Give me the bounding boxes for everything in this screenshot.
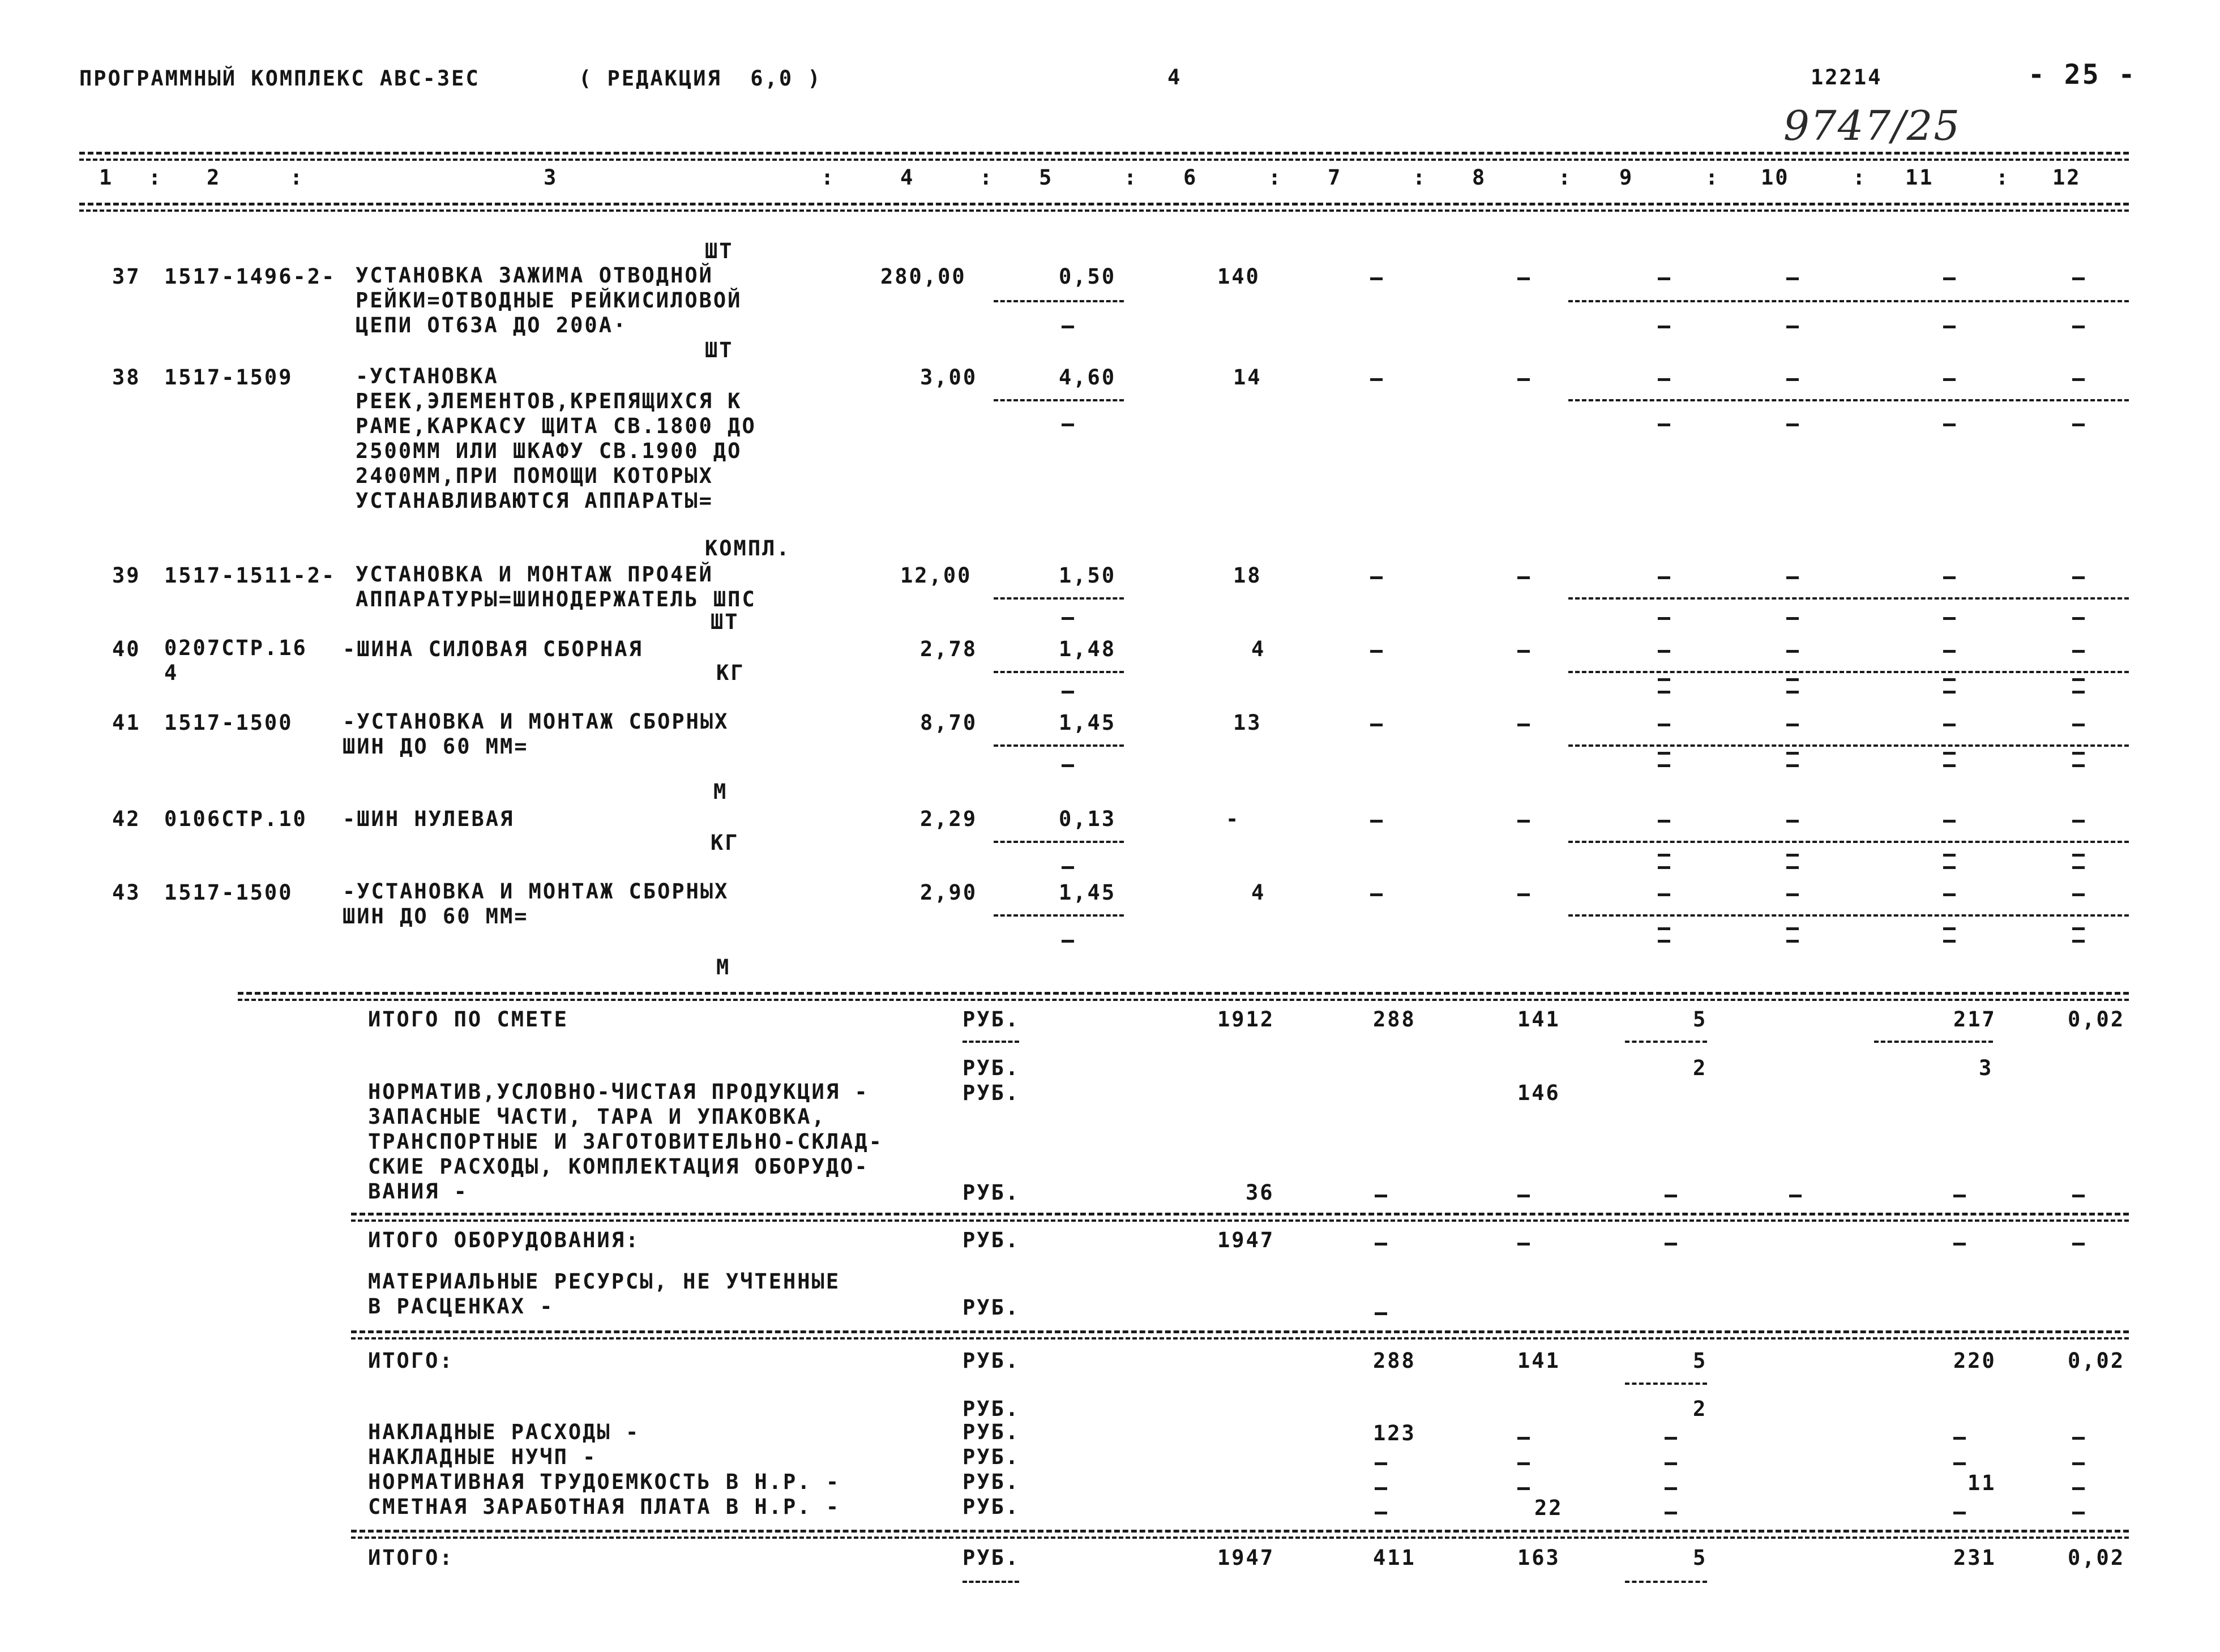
value-col9: 2 [1693, 1397, 1708, 1421]
empty-cell-dash [1786, 576, 1799, 579]
empty-cell-dash [1943, 893, 1956, 896]
summary-top-rule-2 [238, 999, 2129, 1001]
unit-label: КГ [711, 831, 739, 855]
empty-cell-dash [2072, 820, 2085, 823]
row-description: -ШИНА СИЛОВАЯ СБОРНАЯ [343, 637, 643, 661]
empty-cell-dash [1943, 854, 1956, 857]
value-col9: 2 [1693, 1056, 1708, 1080]
empty-cell-dash [1786, 940, 1799, 943]
col-sep: : [1413, 165, 1427, 190]
price-underline [994, 671, 1124, 673]
row-description: -УСТАНОВКА РЕЕК,ЭЛЕМЕНТОВ,КРЕПЯЩИХСЯ К РАМЕ,КАРКАСУ ЩИТА СВ.1800 ДО 2500ММ ИЛИ ШКАФУ СВ.1900 ДО 2400ММ,ПРИ ПОМОЩИ КОТОРЫХ УСТАНАВЛИВАЮТСЯ АППАРАТЫ= [356, 364, 756, 513]
empty-cell-dash [2072, 678, 2085, 681]
summary-rule [351, 1213, 2129, 1216]
row-total: 13 [1233, 711, 1262, 735]
col-12: 12 [2052, 165, 2081, 190]
row-price: 0,13 [1059, 807, 1117, 831]
value-col7: 288 [1373, 1007, 1416, 1032]
cols-underline [1568, 914, 2129, 917]
empty-cell-dash [1517, 1487, 1530, 1490]
empty-cell-dash [1953, 1437, 1966, 1440]
value-col8: 141 [1517, 1007, 1560, 1032]
col-7: 7 [1328, 165, 1342, 190]
unit-label: М [713, 780, 728, 804]
col-sep: : [1268, 165, 1283, 190]
col-9: 9 [1619, 165, 1634, 190]
empty-cell-dash [1658, 277, 1670, 280]
col-sep: : [148, 165, 163, 190]
empty-cell-dash [1062, 617, 1074, 620]
row-code: 1517-1511-2- [164, 563, 336, 588]
value-col9: 5 [1693, 1007, 1708, 1032]
empty-cell-dash [1786, 764, 1799, 767]
empty-cell-dash [2072, 576, 2085, 579]
unit-label: ШТ [705, 239, 734, 263]
empty-cell-dash [1375, 1243, 1387, 1246]
empty-cell-dash [2072, 1512, 2085, 1514]
summary-rule-2 [351, 1537, 2129, 1539]
sheet-number: 4 [1167, 65, 1182, 89]
empty-cell-dash [2072, 854, 2085, 857]
value-col9: 5 [1693, 1546, 1708, 1570]
summary-rule-2 [351, 1337, 2129, 1339]
unit-label: ШТ [711, 610, 739, 634]
empty-cell-dash [1370, 277, 1383, 280]
empty-cell-dash [1658, 691, 1670, 694]
row-number: 40 [112, 637, 141, 661]
empty-cell-dash [1943, 724, 1956, 726]
empty-cell-dash [1062, 326, 1074, 328]
empty-cell-dash [1786, 927, 1799, 930]
empty-cell-dash [1517, 893, 1530, 896]
empty-cell-dash [1517, 1462, 1530, 1465]
cols-underline [1568, 597, 2129, 600]
row-total: 4 [1251, 880, 1266, 905]
empty-cell-dash [1786, 854, 1799, 857]
col-sep: : [821, 165, 836, 190]
value-col7: 288 [1373, 1349, 1416, 1373]
summary-rule-2 [351, 1219, 2129, 1222]
row-code: 1517-1500 [164, 880, 293, 905]
empty-cell-dash [2072, 1462, 2085, 1465]
empty-cell-dash [1943, 650, 1956, 653]
summary-label: ИТОГО: [368, 1349, 454, 1373]
value-col9: 5 [1693, 1349, 1708, 1373]
row-code: 1517-1500 [164, 711, 293, 735]
empty-cell-dash [1943, 764, 1956, 767]
row-total: 14 [1233, 365, 1262, 390]
empty-cell-dash [1953, 1195, 1966, 1197]
row-total: 18 [1233, 563, 1262, 588]
empty-cell-dash [2072, 650, 2085, 653]
value-col11: 217 [1953, 1007, 1996, 1032]
row-price: 4,60 [1059, 365, 1117, 390]
col-1: 1 [99, 165, 114, 190]
empty-cell-dash [2072, 617, 2085, 620]
price-underline [994, 399, 1124, 401]
empty-cell-dash [2072, 691, 2085, 694]
empty-cell-dash [1943, 378, 1956, 381]
empty-cell-dash [1786, 378, 1799, 381]
cols-underline [1568, 399, 2129, 401]
col-3: 3 [544, 165, 558, 190]
col-5: 5 [1039, 165, 1054, 190]
sub-underline [1625, 1041, 1707, 1043]
empty-cell-dash [1786, 678, 1799, 681]
currency-label: РУБ. [963, 1007, 1020, 1032]
empty-cell-dash [1375, 1312, 1387, 1315]
empty-cell-dash [1658, 378, 1670, 381]
value-col12: 0,02 [2068, 1546, 2125, 1570]
empty-cell-dash [1370, 650, 1383, 653]
empty-cell-dash [1370, 820, 1383, 823]
empty-cell-dash [1370, 893, 1383, 896]
value-col11: 3 [1979, 1056, 1994, 1080]
empty-cell-dash [1789, 1195, 1802, 1197]
sub-underline [1625, 1383, 1707, 1385]
empty-cell-dash [1517, 1437, 1530, 1440]
price-underline [994, 300, 1124, 302]
empty-cell-dash [1062, 866, 1074, 869]
value-col12: 0,02 [2068, 1349, 2125, 1373]
empty-cell-dash [1658, 854, 1670, 857]
empty-cell-dash [1943, 927, 1956, 930]
empty-cell-dash [1665, 1512, 1677, 1514]
empty-cell-dash [1953, 1243, 1966, 1246]
empty-cell-dash [1375, 1487, 1387, 1490]
empty-cell-dash [1943, 691, 1956, 694]
row-number: 42 [112, 807, 141, 831]
sub-underline [1625, 1581, 1707, 1583]
row-price: 1,45 [1059, 711, 1117, 735]
summary-label: ИТОГО ОБОРУДОВАНИЯ: [368, 1228, 640, 1252]
empty-cell-dash [1943, 576, 1956, 579]
empty-cell-dash [2072, 724, 2085, 726]
col-sep: : [1558, 165, 1573, 190]
empty-cell-dash [1786, 650, 1799, 653]
value-col6: 36 [1246, 1180, 1274, 1205]
value-col7: 123 [1373, 1421, 1416, 1445]
header-bottom-rule-2 [79, 209, 2129, 212]
empty-cell-dash [1786, 820, 1799, 823]
summary-rule [351, 1330, 2129, 1333]
row-number: 38 [112, 365, 141, 390]
unit-label: КОМПЛ. [705, 536, 791, 560]
currency-label: РУБ. [963, 1056, 1020, 1080]
row-number: 41 [112, 711, 141, 735]
summary-label: ИТОГО ПО СМЕТЕ [368, 1007, 568, 1032]
empty-cell-dash [2072, 927, 2085, 930]
row-description: УСТАНОВКА ЗАЖИМА ОТВОДНОЙ РЕЙКИ=ОТВОДНЫЕ РЕЙКИСИЛОВОЙ ЦЕПИ ОТ63А ДО 200А· [356, 263, 742, 337]
col-8: 8 [1472, 165, 1487, 190]
currency-label: РУБ. [963, 1228, 1020, 1252]
value-col6: 1912 [1217, 1007, 1275, 1032]
empty-cell-dash [1786, 866, 1799, 869]
row-code: 0207СТР.16 4 [164, 636, 307, 685]
col-2: 2 [207, 165, 221, 190]
empty-cell-dash [2072, 1195, 2085, 1197]
summary-label: ИТОГО: [368, 1546, 454, 1570]
empty-cell-dash [1786, 617, 1799, 620]
empty-cell-dash [1943, 678, 1956, 681]
empty-cell-dash [1517, 576, 1530, 579]
row-quantity: 280,00 [880, 264, 966, 289]
sub-underline [963, 1581, 1019, 1583]
empty-cell-dash [1658, 752, 1670, 755]
row-number: 39 [112, 563, 141, 588]
summary-label: НАКЛАДНЫЕ РАСХОДЫ - НАКЛАДНЫЕ НУЧП - НОРМАТИВНАЯ ТРУДОЕМКОСТЬ В Н.Р. - СМЕТНАЯ ЗАРАБОТНАЯ ПЛАТА В Н.Р. - [368, 1420, 841, 1519]
empty-cell-dash [2072, 764, 2085, 767]
value-col11: 11 [1967, 1471, 1996, 1495]
value-col12: 0,02 [2068, 1007, 2125, 1032]
col-sep: : [1996, 165, 2011, 190]
empty-cell-dash [1062, 764, 1074, 767]
cols-underline [1568, 841, 2129, 843]
empty-cell-dash [1658, 866, 1670, 869]
empty-cell-dash [1375, 1462, 1387, 1465]
empty-cell-dash [1943, 820, 1956, 823]
row-quantity: 2,29 [920, 807, 978, 831]
row-code: 1517-1509 [164, 365, 293, 390]
row-number: 37 [112, 264, 141, 289]
empty-cell-dash [1943, 940, 1956, 943]
row-quantity: 2,90 [920, 880, 978, 905]
value-col6: 1947 [1217, 1228, 1275, 1252]
empty-cell-dash [1943, 277, 1956, 280]
empty-cell-dash [1658, 927, 1670, 930]
col-4: 4 [900, 165, 915, 190]
row-description: УСТАНОВКА И МОНТАЖ ПРО4ЕЙ АППАРАТУРЫ=ШИНОДЕРЖАТЕЛЬ ШПС [356, 562, 756, 611]
col-11: 11 [1905, 165, 1934, 190]
price-underline [994, 597, 1124, 600]
row-quantity: 2,78 [920, 637, 978, 661]
empty-cell-dash [1786, 326, 1799, 328]
empty-cell-dash [1658, 820, 1670, 823]
empty-cell-dash [1517, 1195, 1530, 1197]
empty-cell-dash [2072, 1437, 2085, 1440]
cols-underline [1568, 744, 2129, 747]
row-code: 0106СТР.10 [164, 807, 307, 831]
empty-cell-dash [1786, 691, 1799, 694]
empty-cell-dash [2072, 277, 2085, 280]
empty-cell-dash [1665, 1243, 1677, 1246]
col-sep: : [979, 165, 994, 190]
empty-cell-dash [1658, 764, 1670, 767]
empty-cell-dash [1786, 752, 1799, 755]
currency-label: РУБ. [963, 1180, 1020, 1205]
empty-cell-dash [1665, 1462, 1677, 1465]
row-price: 1,45 [1059, 880, 1117, 905]
value-col8: 146 [1517, 1081, 1560, 1105]
sub-underline [1874, 1041, 1993, 1043]
col-sep: : [1853, 165, 1867, 190]
empty-cell-dash [1375, 1195, 1387, 1197]
empty-cell-dash [1665, 1487, 1677, 1490]
empty-cell-dash [2072, 866, 2085, 869]
price-underline [994, 914, 1124, 917]
col-sep: : [290, 165, 305, 190]
summary-label: НОРМАТИВ,УСЛОВНО-ЧИСТАЯ ПРОДУКЦИЯ - ЗАПАСНЫЕ ЧАСТИ, ТАРА И УПАКОВКА, ТРАНСПОРТНЫЕ И ЗАГОТОВИТЕЛЬНО-СКЛАД- СКИЕ РАСХОДЫ, КОМПЛЕКТАЦИЯ ОБОРУДО- ВАНИЯ - [368, 1080, 883, 1204]
empty-cell-dash [1517, 650, 1530, 653]
empty-cell-dash [2072, 752, 2085, 755]
row-description: -ШИН НУЛЕВАЯ [343, 807, 515, 831]
currency-label: РУБ. [963, 1546, 1020, 1570]
header-top-rule-2 [79, 159, 2129, 161]
currency-label: РУБ. [963, 1081, 1020, 1105]
header-top-rule [79, 152, 2129, 155]
empty-cell-dash [1370, 378, 1383, 381]
sub-underline [963, 1041, 1019, 1043]
empty-cell-dash [1943, 617, 1956, 620]
empty-cell-dash [1953, 1462, 1966, 1465]
empty-cell-dash [1943, 423, 1956, 426]
col-sep: : [1705, 165, 1720, 190]
empty-cell-dash [1370, 724, 1383, 726]
col-6: 6 [1183, 165, 1198, 190]
summary-rule [351, 1530, 2129, 1533]
empty-cell-dash [1658, 678, 1670, 681]
empty-cell-dash [1062, 940, 1074, 943]
row-price: 1,50 [1059, 563, 1117, 588]
empty-cell-dash [1517, 277, 1530, 280]
row-quantity: 12,00 [900, 563, 972, 588]
empty-cell-dash [1062, 423, 1074, 426]
currency-label: РУБ. [963, 1349, 1020, 1373]
unit-label: ШТ [705, 338, 734, 362]
summary-label: МАТЕРИАЛЬНЫЕ РЕСУРСЫ, НЕ УЧТЕННЫЕ В РАСЦЕНКАХ - [368, 1269, 841, 1319]
row-price: 0,50 [1059, 264, 1117, 289]
price-underline [994, 841, 1124, 843]
empty-cell-dash [1517, 1243, 1530, 1246]
row-code: 1517-1496-2- [164, 264, 336, 289]
price-underline [994, 744, 1124, 747]
edition-label: ( РЕДАКЦИЯ 6,0 ) [579, 66, 822, 91]
unit-label: М [716, 955, 731, 979]
currency-label: РУБ. [963, 1295, 1020, 1320]
row-quantity: 3,00 [920, 365, 978, 390]
empty-cell-dash [1943, 866, 1956, 869]
summary-top-rule [238, 992, 2129, 995]
program-title: ПРОГРАММНЫЙ КОМПЛЕКС АВС-3ЕС [79, 66, 480, 91]
col-sep: : [1124, 165, 1139, 190]
row-quantity: 8,70 [920, 711, 978, 735]
empty-cell-dash [1943, 326, 1956, 328]
document-code: 12214 [1811, 65, 1883, 89]
empty-cell-dash [1665, 1437, 1677, 1440]
cols-underline [1568, 300, 2129, 302]
header-bottom-rule [79, 203, 2129, 206]
col-10: 10 [1761, 165, 1790, 190]
empty-cell-dash [1658, 940, 1670, 943]
handwritten-note: 9747/25 [1783, 102, 1961, 149]
empty-cell-dash [1658, 576, 1670, 579]
empty-cell-dash [2072, 326, 2085, 328]
empty-cell-dash [1517, 724, 1530, 726]
value-col8: 163 [1517, 1546, 1560, 1570]
empty-cell-dash [2072, 1487, 2085, 1490]
empty-cell-dash [1658, 724, 1670, 726]
empty-cell-dash [1953, 1512, 1966, 1514]
empty-cell-dash [1786, 277, 1799, 280]
empty-cell-dash [1658, 423, 1670, 426]
row-description: -УСТАНОВКА И МОНТАЖ СБОРНЫХ ШИН ДО 60 ММ= [343, 709, 729, 759]
value-col7: 411 [1373, 1546, 1416, 1570]
empty-cell-dash [1062, 691, 1074, 694]
empty-cell-dash [1658, 650, 1670, 653]
empty-cell-dash [1786, 423, 1799, 426]
value-col8: 22 [1534, 1496, 1563, 1520]
empty-cell-dash [1370, 576, 1383, 579]
unit-label: КГ [716, 661, 745, 685]
page-number: - 25 - [2028, 59, 2137, 91]
empty-cell-dash [1786, 893, 1799, 896]
value-col11: 231 [1953, 1546, 1996, 1570]
empty-cell-dash [2072, 378, 2085, 381]
cols-underline [1568, 671, 2129, 673]
row-total: 4 [1251, 637, 1266, 661]
empty-cell-dash [2072, 423, 2085, 426]
empty-cell-dash [1658, 617, 1670, 620]
empty-cell-dash [1786, 724, 1799, 726]
row-number: 43 [112, 880, 141, 905]
currency-label: РУБ. [963, 1397, 1020, 1421]
row-total: - [1226, 807, 1241, 831]
empty-cell-dash [1943, 752, 1956, 755]
empty-cell-dash [1517, 820, 1530, 823]
empty-cell-dash [1517, 378, 1530, 381]
row-price: 1,48 [1059, 637, 1117, 661]
row-total: 140 [1217, 264, 1260, 289]
value-col6: 1947 [1217, 1546, 1275, 1570]
value-col8: 141 [1517, 1349, 1560, 1373]
currency-label: РУБ. РУБ. РУБ. РУБ. [963, 1420, 1020, 1519]
empty-cell-dash [1375, 1512, 1387, 1514]
row-description: -УСТАНОВКА И МОНТАЖ СБОРНЫХ ШИН ДО 60 ММ= [343, 879, 729, 928]
empty-cell-dash [2072, 1243, 2085, 1246]
empty-cell-dash [1658, 893, 1670, 896]
empty-cell-dash [2072, 893, 2085, 896]
empty-cell-dash [1665, 1195, 1677, 1197]
empty-cell-dash [2072, 940, 2085, 943]
value-col11: 220 [1953, 1349, 1996, 1373]
empty-cell-dash [1658, 326, 1670, 328]
